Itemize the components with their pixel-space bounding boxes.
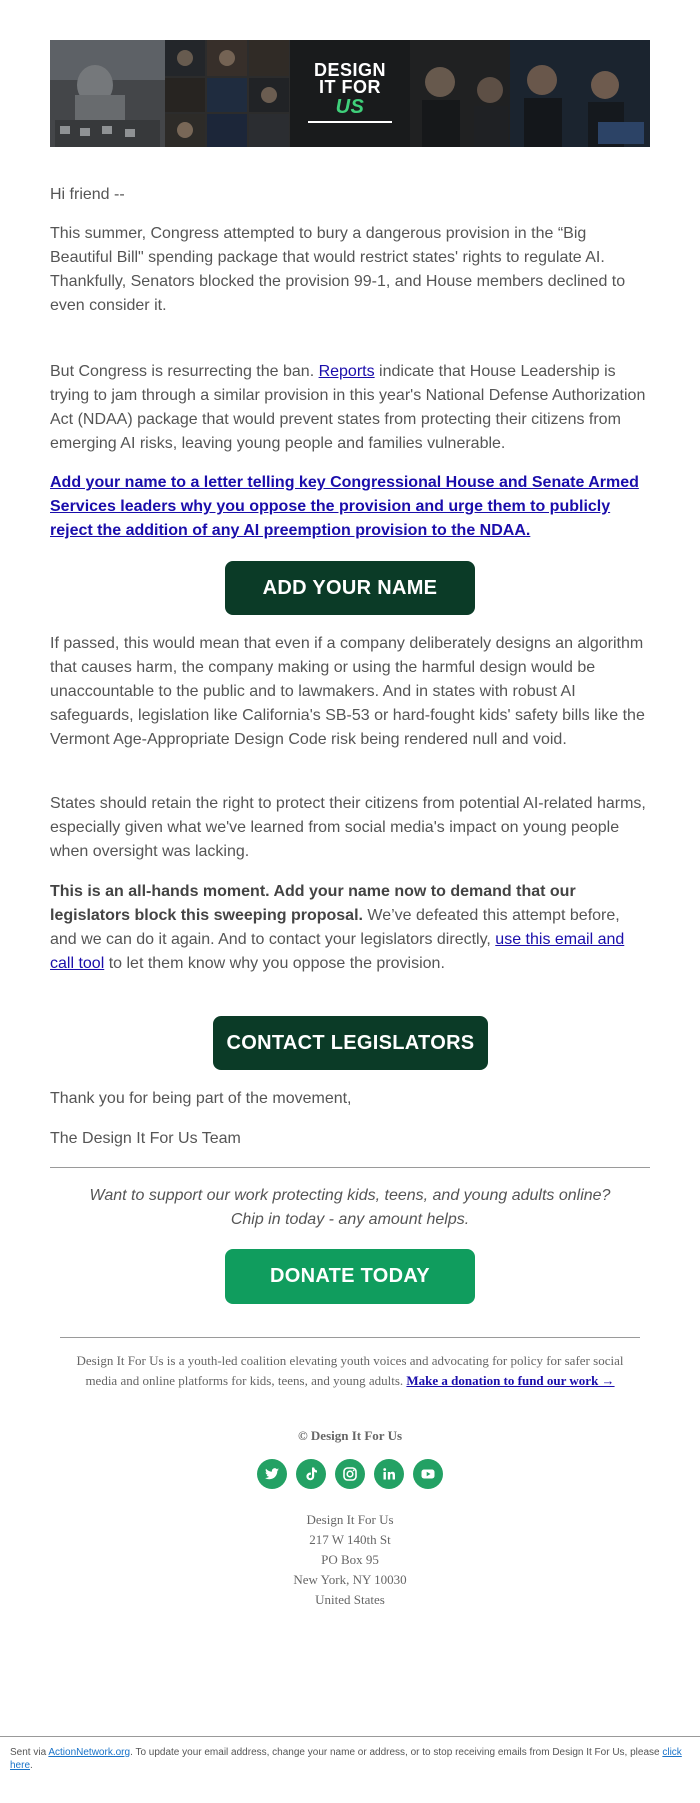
support-text <box>50 1184 650 1232</box>
youtube-icon[interactable] <box>413 1459 443 1489</box>
all-hands-middle: We’ve defeated this attempt before, and we can do it again. And to contact your legislators directly, <box>50 907 620 948</box>
actionnetwork-link[interactable]: ActionNetwork.org <box>48 1747 131 1758</box>
address-line-5: United States <box>315 1592 385 1607</box>
all-hands-bold: This is an all-hands moment. Add your name now to demand that our legislators block this sweeping proposal. <box>50 883 576 924</box>
contact-legislators-button[interactable]: CONTACT LEGISLATORS <box>213 1016 488 1070</box>
all-hands-end: to let them know why you oppose the provision. <box>104 955 445 972</box>
sent-via-middle: . To update your email address, change your name or address, or to stop receiving emails from Design It For Us, please <box>130 1747 663 1758</box>
all-hands-paragraph <box>50 880 650 976</box>
logo-underline <box>308 121 392 123</box>
tiktok-icon[interactable] <box>296 1459 326 1489</box>
states-rights-paragraph: States should retain the right to protect their citizens from potential AI-related harms, especially given what we've learned from social media's impact on young people when oversight was lacking. <box>50 795 646 860</box>
footer-description <box>70 1351 630 1391</box>
resurrect-paragraph <box>50 360 650 456</box>
consequences-paragraph: If passed, this would mean that even if a company deliberately designs an algorithm that causes harm, the company making or using the harmful design would be unaccountable to the public and to lawmakers. And in states with robust AI safeguards, legislation like California's SB-53 or hard-fought kids' safety bills like the Vermont Age-Appropriate Design Code risk being rendered null and void. <box>50 635 645 748</box>
mailing-address <box>50 1510 650 1610</box>
address-line-4: New York, NY 10030 <box>293 1572 407 1587</box>
sent-via-text <box>0 1737 700 1772</box>
resurrect-paragraph-start: But Congress is resurrecting the ban. <box>50 363 319 380</box>
logo-line-2: IT FOR <box>319 77 381 97</box>
logo-line-1: DESIGN <box>313 60 386 80</box>
resurrect-paragraph-end: indicate that House Leadership is trying to jam through a similar provision in this year's National Defense Authorization Act (NDAA) package that would prevent states from protecting their citizens from emerging AI risks, leaving young people and families vulnerable. <box>50 363 646 452</box>
email-call-tool-link[interactable]: use this email and call tool <box>50 931 625 972</box>
design-it-for-us-logo <box>50 62 650 118</box>
signature: The Design It For Us Team <box>50 1130 241 1147</box>
add-your-name-button[interactable]: ADD YOUR NAME <box>225 561 475 615</box>
linkedin-icon[interactable] <box>374 1459 404 1489</box>
copyright: © Design It For Us <box>297 1428 403 1443</box>
header-banner <box>50 40 650 147</box>
address-line-2: 217 W 140th St <box>309 1532 391 1547</box>
social-links <box>0 1459 700 1489</box>
unsubscribe-link[interactable]: click here <box>10 1747 682 1771</box>
support-line-2: Chip in today - any amount helps. <box>230 1211 470 1228</box>
reports-link[interactable]: Reports <box>318 363 375 380</box>
add-name-letter-link[interactable]: Add your name to a letter telling key Congressional House and Senate Armed Services leaders why you oppose the provision and urge them to publicly reject the addition of any AI preemption provision to the NDAA. <box>50 474 639 539</box>
donate-today-button[interactable]: DONATE TODAY <box>225 1249 475 1304</box>
intro-paragraph: This summer, Congress attempted to bury a dangerous provision in the “Big Beautiful Bill" spending package that would restrict states' rights to regulate AI. Thankfully, Senators blocked the provision 99-1, and House members declined to even consider it. <box>50 225 626 314</box>
donation-link[interactable]: Make a donation to fund our work → <box>406 1373 615 1388</box>
address-line-3: PO Box 95 <box>321 1552 379 1567</box>
twitter-icon[interactable] <box>257 1459 287 1489</box>
thanks-text: Thank you for being part of the movement, <box>50 1090 352 1107</box>
footer-description-text: Design It For Us is a youth-led coalition elevating youth voices and advocating for policy for safer social media and online platforms for kids, teens, and young adults. <box>76 1353 624 1388</box>
footer-divider <box>60 1337 640 1338</box>
greeting: Hi friend -- <box>50 186 125 203</box>
sent-via-suffix: . <box>30 1760 33 1771</box>
section-divider <box>50 1167 650 1168</box>
address-line-1: Design It For Us <box>306 1512 394 1527</box>
sent-via-prefix: Sent via <box>10 1747 49 1758</box>
logo-line-3: US <box>335 96 365 118</box>
instagram-icon[interactable] <box>335 1459 365 1489</box>
support-line-1: Want to support our work protecting kids, teens, and young adults online? <box>89 1187 611 1204</box>
sent-via-bar <box>0 1736 700 1803</box>
